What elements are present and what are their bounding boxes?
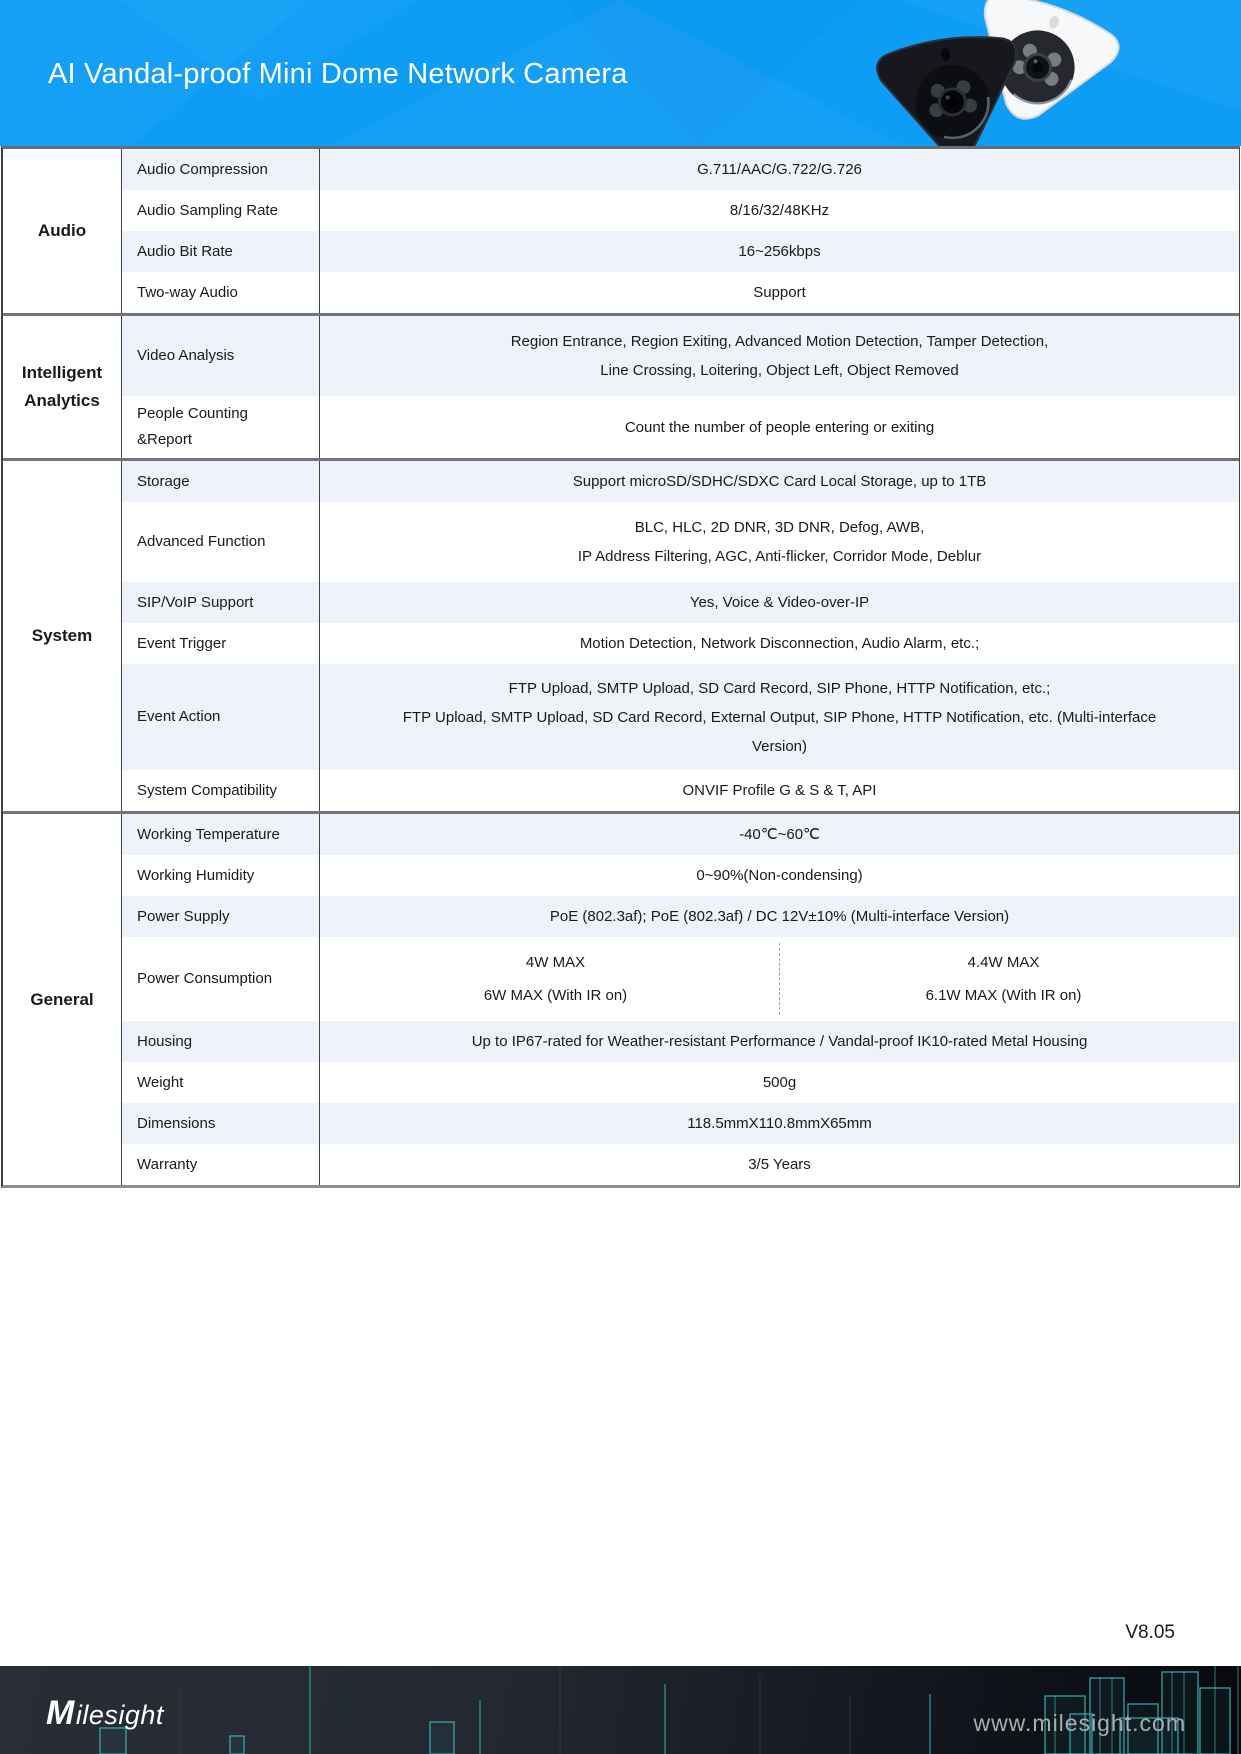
split-value-line: 6W MAX (With IR on) <box>483 987 628 1004</box>
section-rows <box>121 814 1239 1185</box>
spec-label-working-temperature <box>121 814 320 855</box>
spec-label-advanced-function <box>121 502 320 582</box>
spec-label-two-way-audio <box>121 272 320 313</box>
spec-label-housing <box>121 1021 320 1062</box>
spec-row-weight <box>121 1062 1239 1103</box>
spec-row-warranty <box>121 1144 1239 1185</box>
spec-label-line: Two-way Audio <box>137 283 238 301</box>
spec-section-intelligent-analytics <box>3 313 1239 458</box>
spec-value-line: 0~90%(Non-condensing) <box>696 867 863 884</box>
spec-label-line: Event Action <box>137 708 221 725</box>
section-title-line: Audio <box>37 221 87 240</box>
spec-value-line: Motion Detection, Network Disconnection, Audio Alarm, etc.; <box>579 635 980 652</box>
spec-label-event-action <box>121 664 320 770</box>
spec-row-event-trigger <box>121 623 1239 664</box>
spec-section-audio <box>3 149 1239 313</box>
spec-value-line: 500g <box>762 1074 797 1091</box>
spec-label-line: Working Temperature <box>137 825 280 843</box>
split-value-line: 4W MAX <box>525 954 586 971</box>
spec-value-event-trigger <box>320 623 1239 664</box>
spec-label-video-analysis <box>121 316 320 396</box>
spec-row-audio-bit-rate <box>121 231 1239 272</box>
milesight-logo <box>46 1694 164 1733</box>
spec-label-sip-voip-support <box>121 582 320 623</box>
spec-value-line: -40℃~60℃ <box>739 826 820 843</box>
spec-label-audio-sampling-rate <box>121 190 320 231</box>
page-footer <box>0 1666 1241 1754</box>
spec-label-dimensions <box>121 1103 320 1144</box>
spec-value-sip-voip-support <box>320 582 1239 623</box>
product-image <box>869 0 1129 146</box>
spec-label-storage <box>121 461 320 502</box>
spec-label-line: People Counting <box>137 405 248 422</box>
spec-value-dimensions <box>320 1103 1239 1144</box>
spec-label-line: System Compatibility <box>137 781 278 799</box>
spec-value-line: G.711/AAC/G.722/G.726 <box>697 161 862 178</box>
milesight-logo-text: ilesight <box>75 1700 164 1730</box>
section-title-intelligent-analytics <box>3 316 121 458</box>
spec-value-storage <box>320 461 1239 502</box>
spec-value-power-consumption <box>320 937 1239 1021</box>
spec-value-system-compatibility <box>320 770 1239 811</box>
spec-row-sip-voip-support <box>121 582 1239 623</box>
spec-label-line: Event Trigger <box>137 634 227 652</box>
spec-label-power-consumption <box>121 937 320 1021</box>
spec-label-line: SIP/VoIP Support <box>137 593 254 611</box>
spec-label-audio-compression <box>121 149 320 190</box>
spec-value-line: 3/5 Years <box>748 1156 811 1173</box>
spec-value-line: IP Address Filtering, AGC, Anti-flicker, Corridor Mode, Deblur <box>577 548 982 565</box>
spec-value-line: PoE (802.3af); PoE (802.3af) / DC 12V±10% (Multi-interface Version) <box>549 908 1010 925</box>
spec-row-audio-compression <box>121 149 1239 190</box>
spec-value-two-way-audio <box>320 272 1239 313</box>
spec-value-line: Up to IP67-rated for Weather-resistant Performance / Vandal-proof IK10-rated Metal Housing <box>471 1033 1088 1050</box>
spec-row-housing <box>121 1021 1239 1062</box>
spec-label-line: Housing <box>137 1032 193 1050</box>
spec-label-working-humidity <box>121 855 320 896</box>
spec-value-line: ONVIF Profile G & S & T, API <box>682 782 877 799</box>
section-title-general <box>3 814 121 1185</box>
spec-value-housing <box>320 1021 1239 1062</box>
spec-value-working-humidity <box>320 855 1239 896</box>
spec-value-line: Count the number of people entering or exiting <box>624 418 935 436</box>
spec-label-power-supply <box>121 896 320 937</box>
spec-value-line: 118.5mmX110.8mmX65mm <box>687 1115 872 1132</box>
spec-value-line: Line Crossing, Loitering, Object Left, Object Removed <box>600 362 959 379</box>
spec-value-line: Version) <box>751 737 808 755</box>
spec-value-people-counting-report <box>320 396 1239 458</box>
milesight-logo-m: M <box>46 1694 75 1732</box>
section-title-system <box>3 461 121 811</box>
spec-label-line: Power Consumption <box>137 970 273 987</box>
spec-label-people-counting-report <box>121 396 320 458</box>
split-value-line: 6.1W MAX (With IR on) <box>925 987 1082 1004</box>
spec-value-warranty <box>320 1144 1239 1185</box>
spec-value-working-temperature <box>320 814 1239 855</box>
section-rows <box>121 149 1239 313</box>
spec-value-line: BLC, HLC, 2D DNR, 3D DNR, Defog, AWB, <box>634 519 925 536</box>
spec-label-line: Dimensions <box>137 1114 216 1132</box>
section-title-line: System <box>31 626 93 645</box>
spec-value-line: Region Entrance, Region Exiting, Advanced Motion Detection, Tamper Detection, <box>510 333 1049 350</box>
spec-label-line: Audio Compression <box>137 160 268 178</box>
spec-value-line: Support microSD/SDHC/SDXC Card Local Storage, up to 1TB <box>572 473 987 490</box>
spec-value-line: Yes, Voice & Video-over-IP <box>689 594 870 611</box>
spec-label-line: Video Analysis <box>137 347 235 364</box>
spec-row-system-compatibility <box>121 770 1239 811</box>
spec-label-audio-bit-rate <box>121 231 320 272</box>
spec-row-advanced-function <box>121 502 1239 582</box>
spec-label-line: Audio Sampling Rate <box>137 201 278 219</box>
spec-row-power-consumption <box>121 937 1239 1021</box>
spec-label-system-compatibility <box>121 770 320 811</box>
spec-label-line: Audio Bit Rate <box>137 242 233 260</box>
spec-row-two-way-audio <box>121 272 1239 313</box>
spec-row-dimensions <box>121 1103 1239 1144</box>
spec-row-power-supply <box>121 896 1239 937</box>
spec-value-event-action <box>320 664 1239 770</box>
spec-value-audio-bit-rate <box>320 231 1239 272</box>
spec-value-line: FTP Upload, SMTP Upload, SD Card Record, SIP Phone, HTTP Notification, etc.; <box>508 679 1051 697</box>
spec-row-working-temperature <box>121 814 1239 855</box>
spec-row-event-action <box>121 664 1239 770</box>
split-value-line: 4.4W MAX <box>967 954 1040 971</box>
spec-section-system <box>3 458 1239 811</box>
spec-value-line: 16~256kbps <box>738 243 821 260</box>
spec-row-audio-sampling-rate <box>121 190 1239 231</box>
spec-label-line: Storage <box>137 472 190 490</box>
section-title-line: Intelligent <box>21 363 103 382</box>
split-value-right <box>779 943 1227 1015</box>
spec-value-audio-sampling-rate <box>320 190 1239 231</box>
spec-label-line: Advanced Function <box>137 533 266 550</box>
spec-row-video-analysis <box>121 316 1239 396</box>
spec-row-people-counting-report <box>121 396 1239 458</box>
page-title: AI Vandal-proof Mini Dome Network Camera <box>48 58 628 90</box>
spec-value-power-supply <box>320 896 1239 937</box>
spec-value-advanced-function <box>320 502 1239 582</box>
spec-label-weight <box>121 1062 320 1103</box>
spec-value-weight <box>320 1062 1239 1103</box>
spec-label-line: Power Supply <box>137 907 230 925</box>
spec-value-audio-compression <box>320 149 1239 190</box>
section-title-audio <box>3 149 121 313</box>
spec-label-line: Weight <box>137 1073 184 1091</box>
spec-value-line: FTP Upload, SMTP Upload, SD Card Record, External Output, SIP Phone, HTTP Notification, etc. (Multi-interface <box>402 708 1157 726</box>
version-label: V8.05 <box>1125 1622 1175 1643</box>
spec-label-line: &Report <box>137 431 193 448</box>
split-value-left <box>332 943 779 1015</box>
spec-table <box>1 146 1240 1188</box>
spec-value-video-analysis <box>320 316 1239 396</box>
page-header <box>0 0 1241 146</box>
section-rows <box>121 461 1239 811</box>
section-title-line: Analytics <box>24 391 100 410</box>
spec-label-event-trigger <box>121 623 320 664</box>
spec-value-line: 8/16/32/48KHz <box>729 202 830 219</box>
spec-label-line: Working Humidity <box>137 866 255 884</box>
spec-row-storage <box>121 461 1239 502</box>
spec-section-general <box>3 811 1239 1185</box>
spec-row-working-humidity <box>121 855 1239 896</box>
section-title-line: General <box>30 989 94 1009</box>
spec-label-warranty <box>121 1144 320 1185</box>
website-text: www.milesight.com <box>973 1710 1186 1736</box>
spec-label-line: Warranty <box>137 1155 198 1173</box>
split-values <box>332 943 1227 1015</box>
spec-value-line: Support <box>753 284 806 301</box>
section-rows <box>121 316 1239 458</box>
